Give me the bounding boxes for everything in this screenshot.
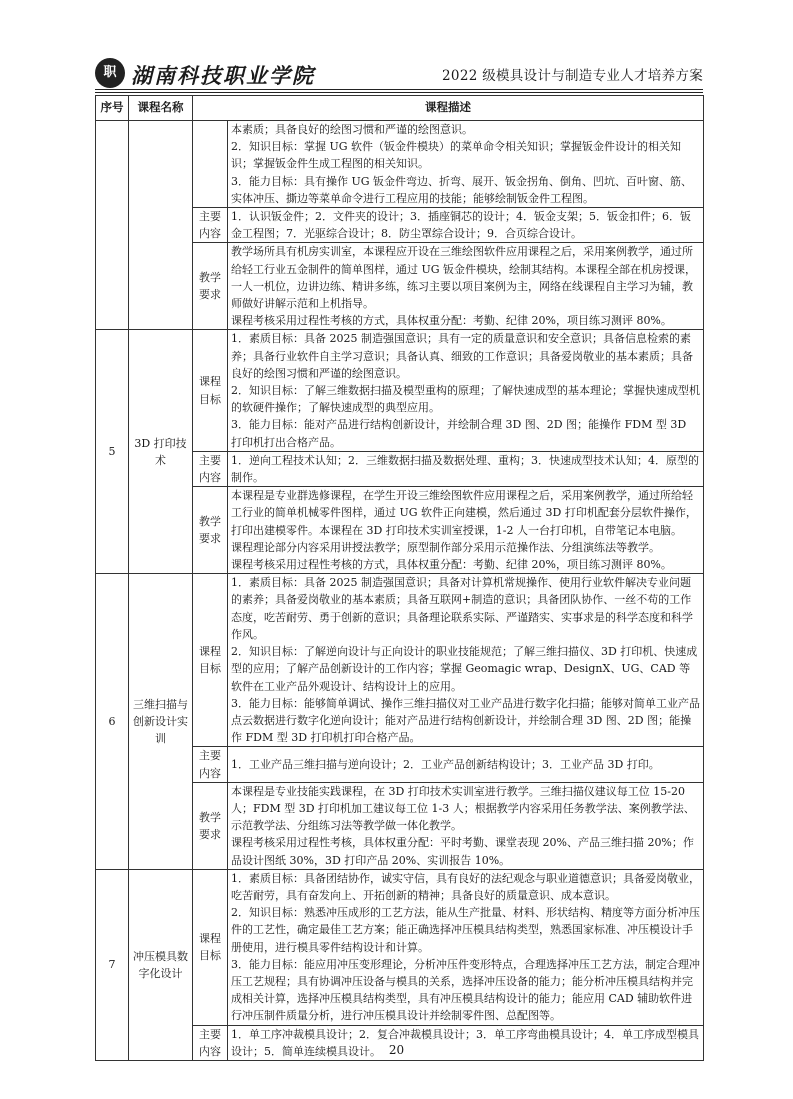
description-paragraph: 本素质；具备良好的绘图习惯和严谨的绘图意识。 [231,123,473,136]
description-paragraph: 3．能力目标：能对产品进行结构创新设计，并绘制合理 3D 图、2D 图；能操作 FDM 型 3D 打印机打出合格产品。 [231,418,687,449]
header-course-name: 课程名称 [129,96,193,121]
description-paragraph: 本课程是专业群选修课程，在学生开设三维绘图软件应用课程之后，采用案例教学，通过所给轻工行业的简单机械零件图样，通过 UG 软件正向建模，然后通过 3D 打印机配套分层软件操作，打印出建模零件。本课程在 3D 打印技术实训室授课，1-2 人一台打印机，自带笔记本电脑。 [231,489,697,537]
section-description [228,451,704,486]
description-paragraph: 2．知识目标：了解逆向设计与正向设计的职业技能规范；了解三维扫描仪、3D 打印机、快速成型的应用；了解产品创新设计的工作内容；掌握 Geomagic wrap、DesignX、UG、CAD 等软件在工业产品外观设计、结构设计上的应用。 [231,645,698,693]
section-description [228,330,704,451]
description-paragraph: 1．逆向工程技术认知；2．三维数据扫描及数据处理、重构；3．快速成型技术认知；4．原型的制作。 [231,453,699,485]
description-paragraph: 1．素质目标：具备团结协作，诚实守信，具有良好的法纪观念与职业道德意识；具备爱岗敬业，吃苦耐劳，具有奋发向上、开拓创新的精神；具备良好的质量意识、成本意识。 [231,871,700,902]
document-title: 2022 级模具设计与制造专业人才培养方案 [442,68,703,84]
table-row [96,330,704,451]
course-table [95,95,704,1061]
description-paragraph: 1．素质目标：具备 2025 制造强国意识；具备对计算机常规操作、使用行业软件解决专业问题的素养；具备爱岗敬业的基本素质；具备互联网+制造的意识；具备团队协作、一丝不苟的工作态度，吃苦耐劳、勇于创新的意识；具备理论联系实际、严谨踏实、实事求是的科学态度和科学作风。 [231,576,693,641]
section-label: 课程目标 [193,869,228,1025]
section-label: 主要内容 [193,1025,228,1060]
course-name [129,121,193,330]
course-name: 3D 打印技术 [129,330,193,574]
description-paragraph: 3．能力目标：能应用冲压变形理论，分析冲压件变形特点，合理选择冲压工艺方法，制定合理冲压工艺规程；具有协调冲压设备与模具的关系，选择冲压设备的能力；能分析冲压模具结构并完成相关计算，选择冲压模具结构类型，具有冲压模具结构设计的能力；能应用 CAD 辅助软件进行冲压制件质量分析，进行冲压模具设计并绘制零件图、总配图等。 [231,957,700,1023]
course-serial-number: 6 [96,574,129,869]
section-label: 教学要求 [193,782,228,869]
section-description [228,574,704,747]
table-body [96,121,704,1061]
description-paragraph: 1．认识钣金件；2．文件夹的设计；3．插座铜芯的设计；4．钣金支架；5．钣金扣件；6．钣金工程图；7．光驱综合设计；8．防尘罩综合设计；9．合页综合设计。 [231,210,691,241]
course-name: 三维扫描与创新设计实训 [129,574,193,869]
section-label: 教学要求 [193,243,228,330]
description-paragraph: 1．素质目标：具备 2025 制造强国意识；具有一定的质量意识和安全意识；具备信息检索的素养；具备行业软件自主学习意识；具备认真、细致的工作意识；具备爱岗敬业的基本素质；具备良好的绘图习惯和严谨的绘图意识。 [231,332,693,380]
section-description [228,747,704,782]
description-paragraph: 课程考核采用过程性考核的方式，具体权重分配：考勤、纪律 20%，项目练习测评 80%。 [231,314,672,328]
description-paragraph: 3．能力目标：具有操作 UG 钣金件弯边、折弯、展开、钣金拐角、倒角、凹坑、百叶窗、筋、实体冲压、撕边等菜单命令进行工程应用的技能；能够绘制钣金件工程图。 [231,174,693,205]
section-description [228,208,704,243]
description-paragraph: 2．知识目标：了解三维数据扫描及模型重构的原理；了解快速成型的基本理论；掌握快速成型机的软硬件操作；了解快速成型的典型应用。 [231,384,700,415]
description-paragraph: 3．能力目标：能够简单调试、操作三维扫描仪对工业产品进行数字化扫描；能够对简单工业产品点云数据进行数字化逆向设计；能对产品进行结构创新设计，并绘制合理 3D 图、2D 图；能操作 FDM 型 3D 打印机打印合格产品。 [231,696,700,745]
header-rule-thin [95,92,703,93]
section-label: 主要内容 [193,747,228,782]
header-serial-number: 序号 [96,96,129,121]
description-paragraph: 1．单工序冲裁模具设计；2．复合冲裁模具设计；3．单工序弯曲模具设计；4．单工序成型模具设计；5．简单连续模具设计。 [231,1027,699,1058]
header-rule-thick [95,89,703,90]
section-description [228,782,704,869]
table-row [96,869,704,1025]
course-serial-number [96,121,129,330]
section-description [228,121,704,208]
description-paragraph: 2．知识目标：掌握 UG 软件（钣金件模块）的菜单命令相关知识；掌握钣金件设计的相关知识；掌握钣金件生成工程图的相关知识。 [231,140,682,171]
description-paragraph: 1．工业产品三维扫描与逆向设计；2．工业产品创新结构设计；3．工业产品 3D 打印。 [231,757,660,771]
table-header-row [96,96,704,121]
course-serial-number: 5 [96,330,129,574]
section-description [228,869,704,1025]
course-name: 冲压模具数字化设计 [129,869,193,1060]
description-paragraph: 课程考核采用过程性考核的方式，具体权重分配：考勤、纪律 20%，项目练习测评 80%。 [231,558,672,572]
section-label: 课程目标 [193,574,228,747]
course-serial-number: 7 [96,869,129,1060]
section-label: 主要内容 [193,208,228,243]
description-paragraph: 课程理论部分内容采用讲授法教学；原型制作部分采用示范操作法、分组演练法等教学。 [231,540,660,554]
description-paragraph: 本课程是专业技能实践课程，在 3D 打印技术实训室进行教学。三维扫描仪建议每工位 15-20 人；FDM 型 3D 打印机加工建议每工位 1-3 人；根据教学内容采用任务教学法、案例教学法、示范教学法、分组练习法等教学做一体化教学。 [231,784,695,833]
header-course-description: 课程描述 [193,96,704,121]
description-paragraph: 课程考核采用过程性考核，具体权重分配：平时考勤、课堂表现 20%、产品三维扫描 20%；作品设计图纸 30%，3D 打印产品 20%、实训报告 10%。 [231,836,694,867]
section-label: 主要内容 [193,451,228,486]
section-label: 教学要求 [193,487,228,574]
school-name: 湖南科技职业学院 [131,63,315,88]
school-logo: 职 [95,58,125,88]
section-description [228,487,704,574]
table-row [96,574,704,747]
page-header [95,56,703,90]
page-number: 20 [388,1043,405,1057]
section-label [193,121,228,208]
section-label: 课程目标 [193,330,228,451]
table-row [96,121,704,208]
section-description [228,243,704,330]
description-paragraph: 2．知识目标：熟悉冲压成形的工艺方法，能从生产批量、材料、形状结构、精度等方面分析冲压件的工艺性，确定最佳工艺方案；能正确选择冲压模具结构类型，熟悉国家标准、冲压模设计手册使用，进行模具零件结构设计和计算。 [231,906,700,954]
description-paragraph: 教学场所具有机房实训室，本课程应开设在三维绘图软件应用课程之后，采用案例教学，通过所给轻工行业五金制件的简单图样，通过 UG 钣金件模块，绘制其结构。本课程全部在机房授课，一人一机位，边讲边练、精讲多练，练习主要以项目案例为主，网络在线课程自主学习为辅，教师做好讲解示范和上机指导。 [231,245,697,311]
